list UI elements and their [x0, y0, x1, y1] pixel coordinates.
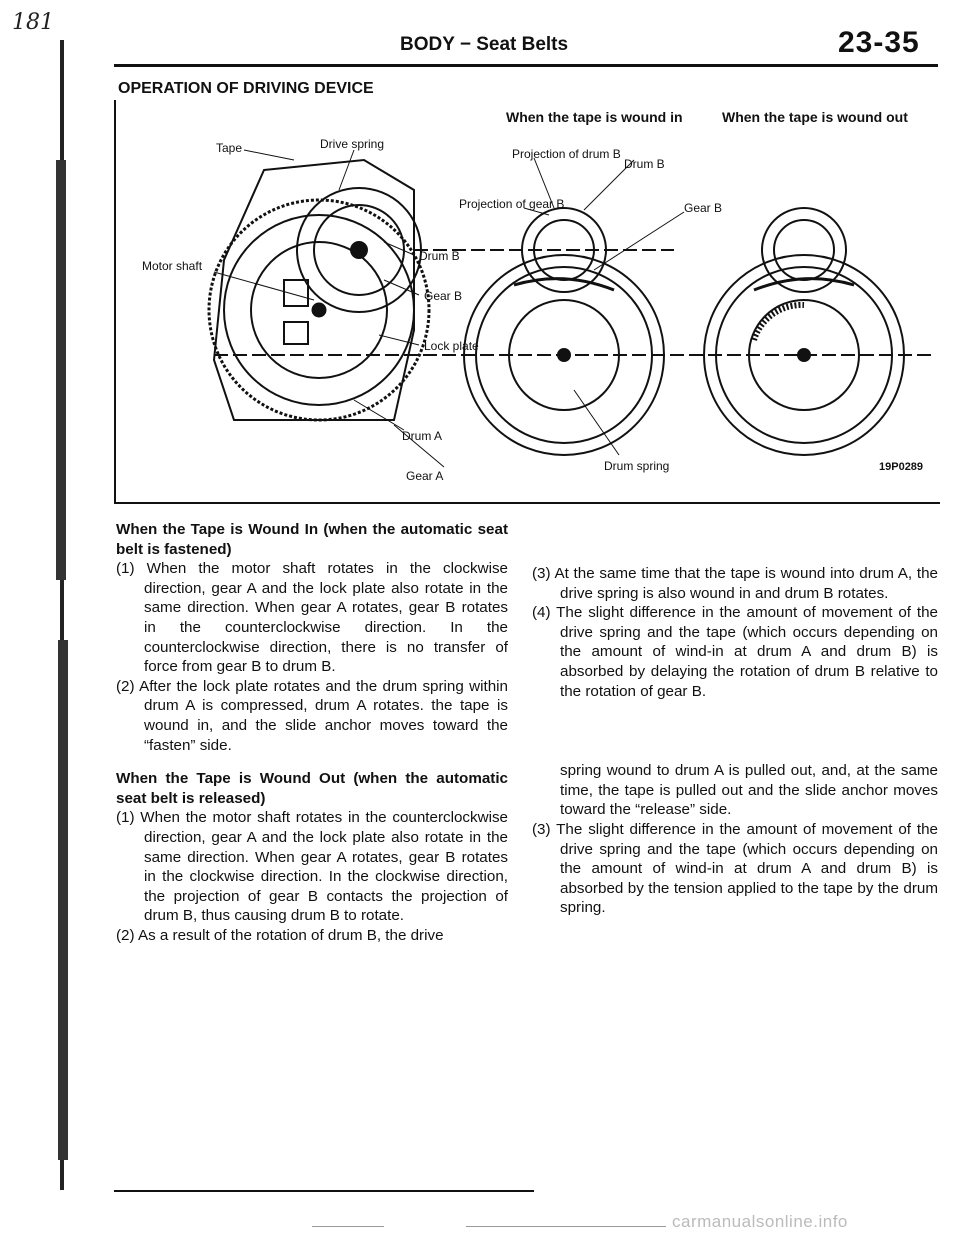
label-drum-a: Drum A — [402, 429, 443, 443]
footer-line-right — [466, 1226, 666, 1227]
label-drum-b-top: Drum B — [624, 157, 665, 171]
heading-tape-wound-out: When the Tape is Wound Out (when the automatic seat belt is released) — [116, 770, 508, 807]
label-gear-a: Gear A — [406, 469, 444, 483]
label-tape: Tape — [216, 141, 243, 155]
header-rule — [114, 64, 938, 67]
paragraph-wound-in-4: (4) The slight difference in the amount of movement of the drive spring and the tape (which occurs depending on the amount of wind-in at drum A and drum B) is absorbed by delaying the rotation of drum B relative to the rotation of gear B. — [532, 604, 938, 700]
page-number: 23-35 — [838, 26, 920, 59]
paragraph-wound-out-2: (2) As a result of the rotation of drum B, the drive — [116, 926, 444, 944]
page-corner-mark: 181 — [12, 10, 54, 35]
figure-code: 19P0289 — [879, 461, 924, 473]
label-gear-b-top: Gear B — [684, 201, 723, 215]
label-gear-b-mid: Gear B — [424, 289, 463, 303]
label-lock-plate: Lock plate — [424, 339, 479, 353]
label-when-wound-out: When the tape is wound out — [722, 109, 908, 125]
paragraph-wound-in-2: (2) After the lock plate rotates and the drum spring within drum A is compressed, drum A rotates. the tape is wound in, and the slide anchor moves toward the “fasten” side. — [116, 677, 508, 754]
paragraph-wound-out-continued: spring wound to drum A is pulled out, and, at the same time, the tape is pulled out and the slide anchor moves toward the “release” side. — [560, 762, 938, 819]
scan-edge-decoration — [52, 40, 72, 1190]
footer-watermark-site: carmanualsonline.info — [672, 1212, 848, 1231]
label-drum-b-mid: Drum B — [419, 249, 460, 263]
paragraph-wound-out-1: (1) When the motor shaft rotates in the counterclockwise direction, gear A and the lock plate also rotate in the same direction. When gear A rotates, gear B rotates in the clockwise direction. In the clockwise direction, the projection of gear B contacts the projection of drum B, thus causing drum B to rotate. — [116, 809, 508, 925]
paragraph-wound-in-1: (1) When the motor shaft rotates in the clockwise direction, gear A and the lock plate also rotate in the same direction. When gear A rotates, gear B rotates in the counterclockwise direction. In the counterclockwise direction, there is no transfer of force from gear B to drum B. — [116, 560, 508, 676]
heading-tape-wound-in: When the Tape is Wound In (when the automatic seat belt is fastened) — [116, 521, 508, 558]
bottom-rule — [114, 1190, 534, 1192]
paragraph-wound-out-3: (3) The slight difference in the amount of movement of the drive spring and the tape (which occurs depending on the amount of wind-in at drum A and drum B) is absorbed by the tension applied to the tape by the drum spring. — [532, 820, 938, 917]
driving-device-diagram — [114, 100, 938, 500]
left-text-column — [116, 520, 508, 945]
gear-a — [209, 200, 429, 420]
label-when-wound-in: When the tape is wound in — [506, 109, 683, 125]
footer-line-left — [312, 1226, 384, 1227]
page-header-title: BODY − Seat Belts — [400, 34, 569, 55]
label-projection-of-drum-b: Projection of drum B — [512, 147, 621, 161]
label-drum-spring: Drum spring — [604, 459, 670, 473]
paragraph-wound-in-3: (3) At the same time that the tape is wound into drum A, the drive spring is also wound in and drum B rotates. — [532, 565, 938, 602]
label-drive-spring: Drive spring — [320, 137, 385, 151]
label-motor-shaft: Motor shaft — [142, 259, 203, 273]
label-projection-of-gear-b: Projection of gear B — [459, 197, 565, 211]
wound-in-assembly — [464, 208, 664, 455]
right-text-column — [532, 564, 938, 918]
section-title: OPERATION OF DRIVING DEVICE — [118, 80, 374, 97]
wound-out-assembly — [704, 208, 904, 455]
